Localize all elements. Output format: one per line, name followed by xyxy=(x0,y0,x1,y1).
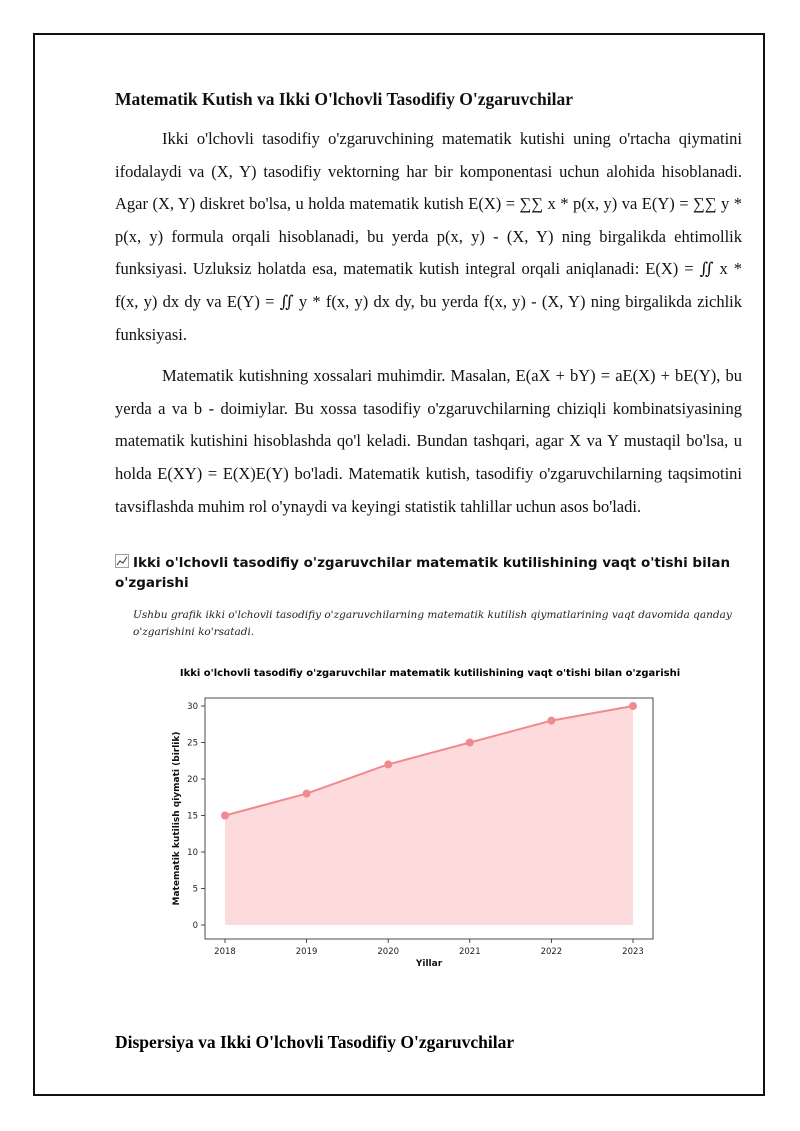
x-tick-label-2019: 2019 xyxy=(295,947,318,957)
data-point-2021 xyxy=(466,739,474,747)
section-heading-expectation: Matematik Kutish va Ikki O'lchovli Tasodifiy O'zgaruvchilar xyxy=(115,89,573,109)
y-tick-label-20: 20 xyxy=(187,775,198,785)
paragraph-1: Ikki o'lchovli tasodifiy o'zgaruvchining matematik kutishi uning o'rtacha qiymatini ifodalaydi va (X, Y) tasodifiy vektorning har bir komponentasi uchun alohida hisoblanadi. Agar (X, Y) diskret bo'lsa, u holda matematik kutish E(X) = ∑∑ x * p(x, y) va E(Y) = ∑∑ y * p(x, y) formula orqali hisoblanadi, bu yerda p(x, y) - (X, Y) ning birgalikda ehtimollik funksiyasi. Uzluksiz holatda esa, matematik kutish integral orqali aniqlanadi: E(X) = ∬ x * f(x, y) dx dy va E(Y) = ∬ y * f(x, y) dx dy, bu yerda f(x, y) - (X, Y) ning birgalikda zichlik funksiyasi. xyxy=(115,129,742,344)
data-point-2019 xyxy=(303,790,311,798)
data-point-2020 xyxy=(384,760,392,768)
x-tick-label-2022: 2022 xyxy=(540,947,563,957)
chart-svg xyxy=(165,668,695,968)
data-point-2023 xyxy=(629,702,637,710)
figure-title-text: Ikki o'lchovli tasodifiy o'zgaruvchilar matematik kutilishining vaqt o'tishi bilan o'zgarishi xyxy=(115,555,731,592)
x-tick-label-2020: 2020 xyxy=(377,947,400,957)
y-tick-label-25: 25 xyxy=(187,738,198,749)
document-body xyxy=(115,85,742,641)
data-point-2018 xyxy=(221,812,229,820)
y-axis-label: Matematik kutilish qiymati (birlik) xyxy=(172,731,182,906)
chart xyxy=(165,668,695,968)
x-tick-label-2018: 2018 xyxy=(214,947,236,957)
figure-title xyxy=(115,553,742,593)
data-point-2022 xyxy=(547,717,555,725)
y-tick-label-15: 15 xyxy=(187,811,198,822)
chart-title: Ikki o'lchovli tasodifiy o'zgaruvchilar matematik kutilishining vaqt o'tishi bilan o'zgarishi xyxy=(179,668,681,679)
area-fill xyxy=(225,706,633,925)
x-axis-label: Yillar xyxy=(415,959,443,968)
x-tick-label-2023: 2023 xyxy=(622,947,644,957)
figure-description: Ushbu grafik ikki o'lchovli tasodifiy o'zgaruvchilarning matematik kutilish qiymatlarining vaqt davomida qanday o'zgarishini ko'rsatadi. xyxy=(133,609,732,639)
paragraph-2: Matematik kutishning xossalari muhimdir. Masalan, E(aX + bY) = aE(X) + bE(Y), bu yerda a va b - doimiylar. Bu xossa tasodifiy o'zgaruvchilarning chiziqli kombinatsiyasining matematik kutishini hisoblashda qo'l keladi. Bundan tashqari, agar X va Y mustaqil bo'lsa, u holda E(XY) = E(X)E(Y) bo'ladi. Matematik kutish, tasodifiy o'zgaruvchilarning taqsimotini tavsiflashda muhim rol o'ynaydi va keyingi statistik tahlillar uchun asos bo'ladi. xyxy=(115,366,742,516)
section-heading-dispersion: Dispersiya va Ikki O'lchovli Tasodifiy O'zgaruvchilar xyxy=(115,1032,515,1052)
x-tick-label-2021: 2021 xyxy=(458,947,481,957)
y-tick-label-5: 5 xyxy=(192,884,198,895)
y-tick-label-10: 10 xyxy=(187,848,198,858)
y-tick-label-0: 0 xyxy=(192,921,198,931)
chart-trend-icon xyxy=(115,554,129,568)
y-tick-label-30: 30 xyxy=(187,702,198,712)
